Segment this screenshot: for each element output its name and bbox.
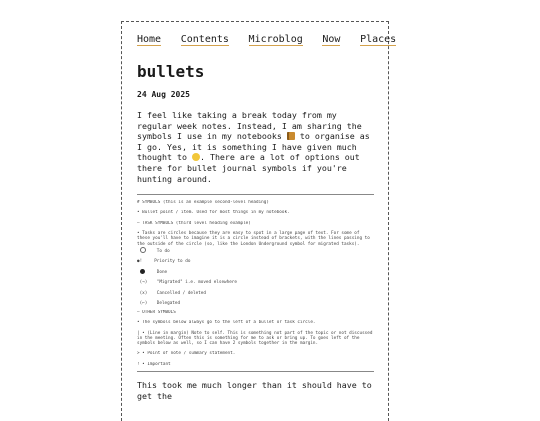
intro-part-2: to organise as I go. Yes, it is something I have given much thought to xyxy=(137,131,370,163)
code-line: • Tasks are circles because they are easy to spot in a large page of text. For some of these you'll have to imagine it is a circle instead of brackets, with the lines passing to the outside of the circle (so, like the London Underground symbol for migrated tasks). xyxy=(137,231,370,247)
symbols-code-block xyxy=(137,195,374,371)
post-date: 24 Aug 2025 xyxy=(137,90,190,99)
top-nav xyxy=(137,27,397,45)
smile-icon xyxy=(192,153,200,161)
symbol-row-priority: ●! Priority to do xyxy=(137,259,191,265)
code-line: • The symbols below always go to the left of a bullet or task circle. xyxy=(137,320,316,326)
filled-circle-icon xyxy=(140,269,145,274)
nav-places-link[interactable]: Places xyxy=(360,34,397,45)
code-line: | • (Line in margin) Note to self. This is something not part of the topic or not discussed in the meeting. Often this is something for me to ask or bring up. To goes left of the symbols below as well, so I can have 2 symbols together in the margin. xyxy=(137,330,373,347)
intro-part-1: I feel like taking a break today from my regular week notes. Instead, I am sharing the symbols I use in my notebooks xyxy=(137,110,362,142)
symbol-row-cancelled: (x) Cancelled / deleted xyxy=(139,290,206,296)
symbol-row-todo: To do xyxy=(137,247,374,258)
symbol-row-done: Done xyxy=(137,268,374,279)
symbol-row-delegated: (←) Delegated xyxy=(139,301,181,307)
page-container xyxy=(121,21,397,421)
nav-contents-link[interactable]: Contents xyxy=(180,34,229,45)
code-line: • Bullet point / item. Used for most things in my notebook. xyxy=(137,210,290,216)
code-line: > • Point of note / summary statement. xyxy=(137,351,236,357)
symbol-row-migrated: (→) "Migrated" i.e. moved elsewhere xyxy=(139,280,237,286)
intro-part-3: . There are a lot of options out there for bullet journal symbols if you're hunting around. xyxy=(137,152,360,184)
code-line: # SYMBOLS (this is an example second-level heading) xyxy=(137,200,269,206)
post-intro xyxy=(137,110,374,184)
notebook-icon xyxy=(287,132,295,140)
code-line: – OTHER SYMBOLS xyxy=(137,309,176,315)
nav-microblog-link[interactable]: Microblog xyxy=(248,34,303,45)
nav-now-link[interactable]: Now xyxy=(322,34,341,45)
code-line: ! • Important xyxy=(137,361,171,367)
post-outro: This took me much longer than it should have to get the xyxy=(137,380,372,401)
nav-home-link[interactable]: Home xyxy=(137,34,162,45)
code-bottom-divider xyxy=(137,371,374,372)
empty-circle-icon xyxy=(140,247,146,253)
post-title: bullets xyxy=(137,62,205,81)
code-line: – TASK SYMBOLS (third level heading example) xyxy=(137,220,251,226)
